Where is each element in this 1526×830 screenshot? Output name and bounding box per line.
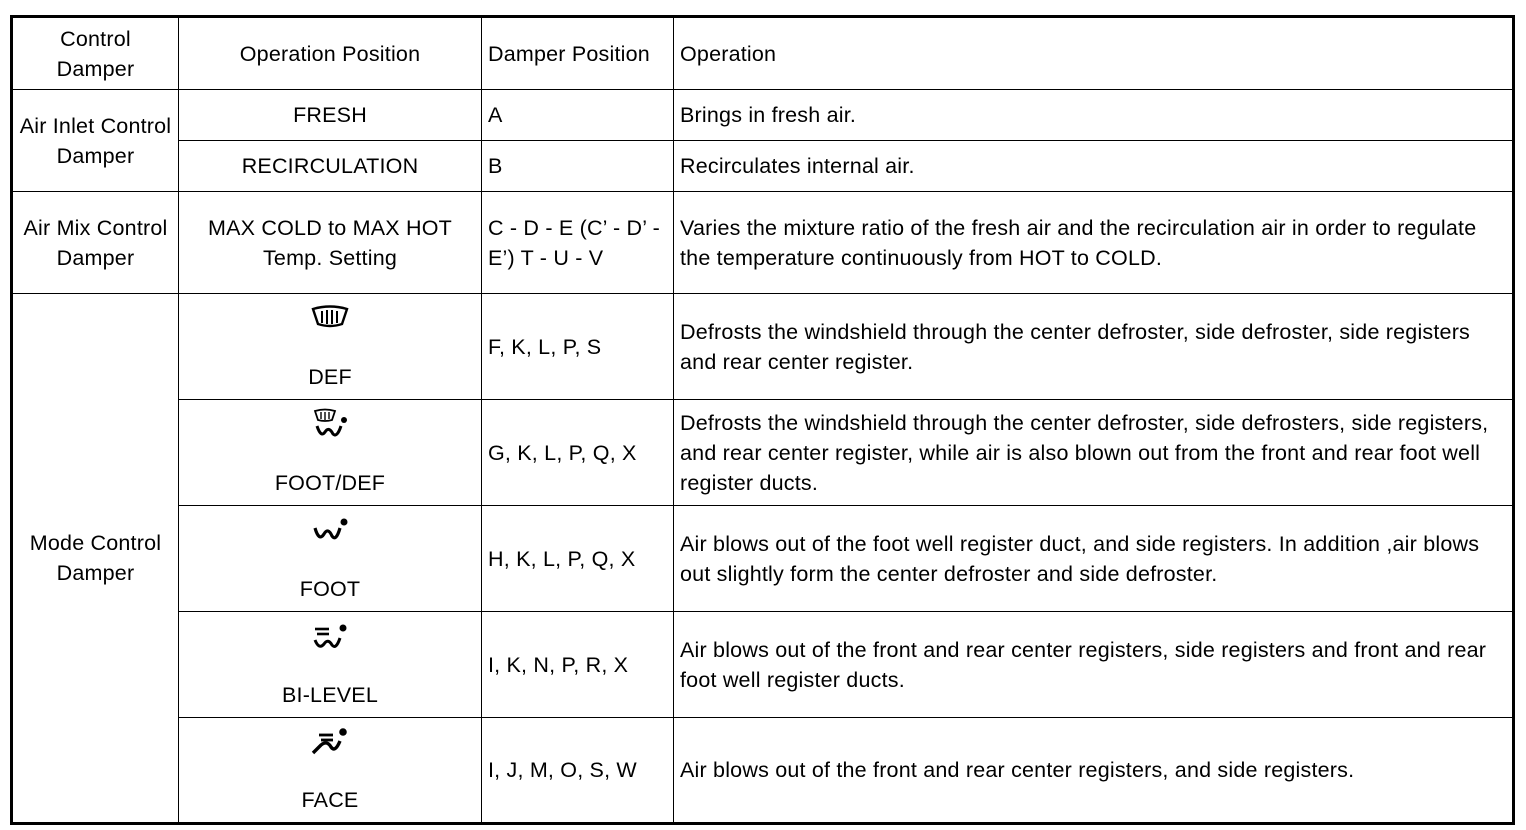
table-row [12,400,1514,506]
operation-position-cell [179,294,482,400]
air-mix-label: Air Mix Control Damper [12,192,179,294]
operation-text: Air blows out of the front and rear center registers, side registers and front and rear foot well register ducts. [674,612,1514,718]
operation-position-cell [179,506,482,612]
operation-position: BI-LEVEL [281,682,378,707]
damper-position: H, K, L, P, Q, X [482,506,674,612]
operation-position: FACE [301,788,359,812]
operation-position: FRESH [179,90,482,141]
defrost-icon [307,302,353,334]
bi-level-icon [307,620,353,652]
operation-position: DEF [308,364,352,389]
table-row [12,612,1514,718]
operation-text: Air blows out of the foot well register duct, and side registers. In addition ,air blows out slightly form the center defroster and side defroster. [674,506,1514,612]
operation-text: Defrosts the windshield through the center defroster, side defrosters, side registers, and rear center register, while air is also blown out from the front and rear foot well register ducts. [674,400,1514,506]
damper-position: B [482,141,674,192]
operation-position-cell [179,612,482,718]
table-row [12,141,1514,192]
damper-position: F, K, L, P, S [482,294,674,400]
operation-text: Recirculates internal air. [674,141,1514,192]
operation-text: Air blows out of the front and rear center registers, and side registers. [674,718,1514,824]
mode-label: Mode Control Damper [12,294,179,824]
operation-position: RECIRCULATION [179,141,482,192]
foot-defrost-icon [307,408,353,440]
operation-position: FOOT [299,576,361,601]
operation-position-cell [179,718,482,824]
header-operation: Operation [674,17,1514,90]
damper-position: A [482,90,674,141]
face-icon [307,725,353,757]
operation-position: MAX COLD to MAX HOT Temp. Setting [179,192,482,294]
header-control-damper: Control Damper [12,17,179,90]
operation-position-cell [179,400,482,506]
operation-text: Brings in fresh air. [674,90,1514,141]
table-row [12,192,1514,294]
air-inlet-label: Air Inlet Control Damper [12,90,179,192]
header-damper-position: Damper Position [482,17,674,90]
damper-operation-table [10,15,1515,825]
table-row [12,90,1514,141]
damper-position: G, K, L, P, Q, X [482,400,674,506]
damper-position: C - D - E (C’ - D’ - E’) T - U - V [482,192,674,294]
operation-text: Defrosts the windshield through the center defroster, side defroster, side registers and rear center register. [674,294,1514,400]
header-operation-position: Operation Position [179,17,482,90]
table-row [12,506,1514,612]
damper-position: I, J, M, O, S, W [482,718,674,824]
foot-icon [307,514,353,546]
damper-position: I, K, N, P, R, X [482,612,674,718]
table-row [12,718,1514,824]
operation-position: FOOT/DEF [274,470,386,495]
table-row [12,294,1514,400]
operation-text: Varies the mixture ratio of the fresh air and the recirculation air in order to regulate the temperature continuously from HOT to COLD. [674,192,1514,294]
header-row [12,17,1514,90]
